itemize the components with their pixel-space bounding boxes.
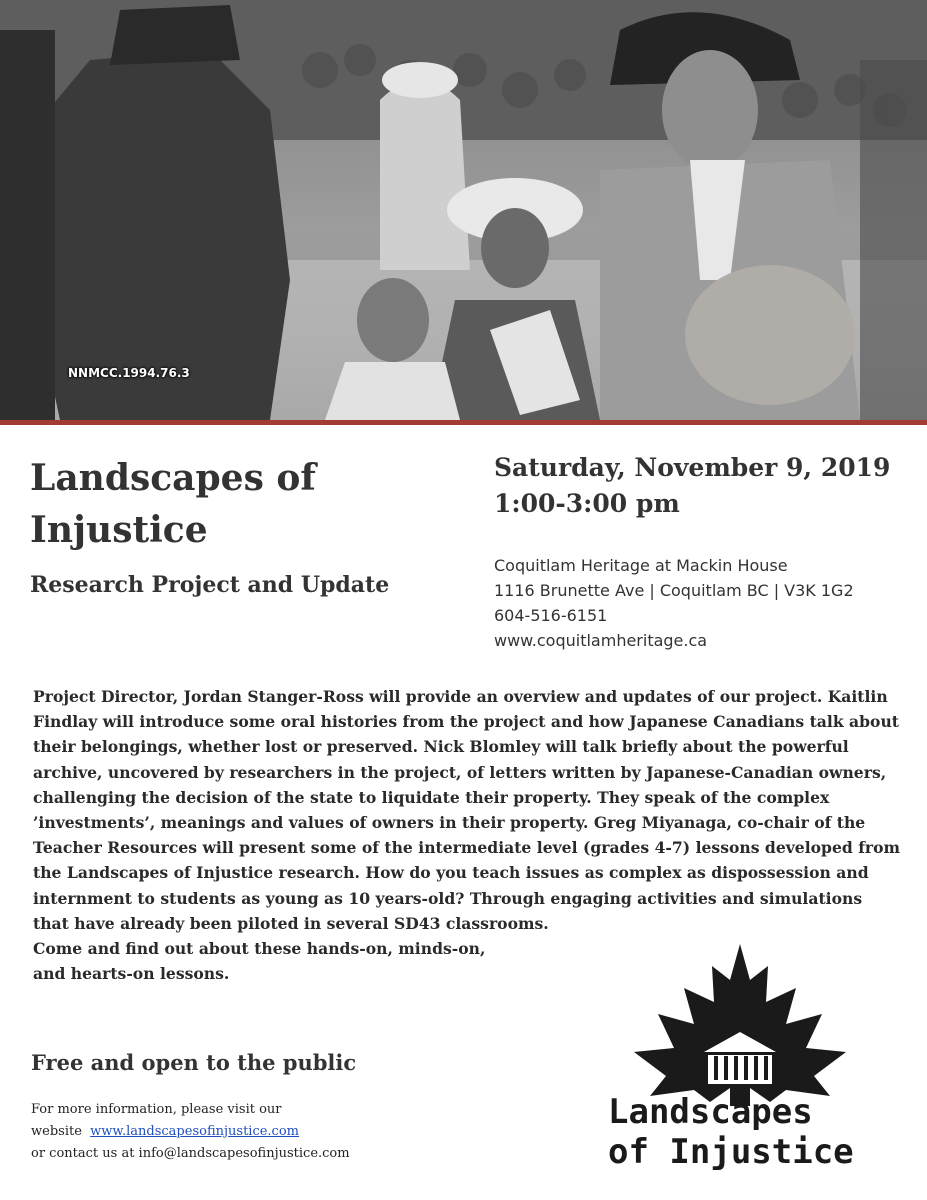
free-admission-text: Free and open to the public xyxy=(31,1050,357,1075)
venue-phone: 604-516-6151 xyxy=(494,606,608,625)
logo-line-1: Landscapes xyxy=(608,1092,813,1132)
description-paragraph: Project Director, Jordan Stanger-Ross will provide an overview and updates of our project. Kaitlin Findlay will introduce some oral histories from the project and how Japanese Canadians talk about their belongings, whether lost or preserved. Nick Blomley will talk briefly about the powerful archive, uncovered by researchers in the project, of letters written by Japanese-Canadian owners, challenging the decision of the state to liquidate their property. They speak of the complex ’investments’, meanings and values of owners in their property. Greg Miyanaga, co-chair of the Teacher Resources will present some of the intermediate level (grades 4-7) lessons developed from the Landscapes of Injustice research. How do you teach issues as complex as dispossession and internment to students as young as 10 years-old? Through engaging activities and simulations that have already been piloted in several SD43 classrooms. xyxy=(33,687,901,933)
venue-website[interactable]: www.coquitlamheritage.ca xyxy=(494,631,708,650)
closing-line-2: and hearts-on lessons. xyxy=(33,964,230,984)
info-prefix: website xyxy=(31,1124,82,1139)
contact-info xyxy=(31,1099,350,1165)
event-date: Saturday, November 9, 2019 xyxy=(494,453,891,482)
event-subtitle: Research Project and Update xyxy=(30,572,390,598)
website-link[interactable]: www.landscapesofinjustice.com xyxy=(90,1124,299,1139)
venue-name: Coquitlam Heritage at Mackin House xyxy=(494,556,788,575)
venue-info xyxy=(494,553,854,653)
info-line-1: For more information, please visit our xyxy=(31,1102,282,1117)
photo-credit: NNMCC.1994.76.3 xyxy=(68,366,190,380)
event-datetime xyxy=(494,450,890,522)
closing-line-1: Come and find out about these hands-on, minds-on, xyxy=(33,939,486,959)
logo-wordmark xyxy=(608,1092,878,1172)
info-line-2 xyxy=(31,1121,350,1143)
logo-line-2: of Injustice xyxy=(608,1132,854,1172)
event-title: Landscapes of Injustice xyxy=(30,457,316,551)
venue-address: 1116 Brunette Ave | Coquitlam BC | V3K 1G2 xyxy=(494,581,854,600)
info-line-3[interactable]: or contact us at info@landscapesofinjustice.com xyxy=(31,1146,350,1161)
photo-illustration xyxy=(0,0,927,420)
event-time: 1:00-3:00 pm xyxy=(494,489,680,518)
header-photo xyxy=(0,0,927,420)
header-divider xyxy=(0,420,927,425)
